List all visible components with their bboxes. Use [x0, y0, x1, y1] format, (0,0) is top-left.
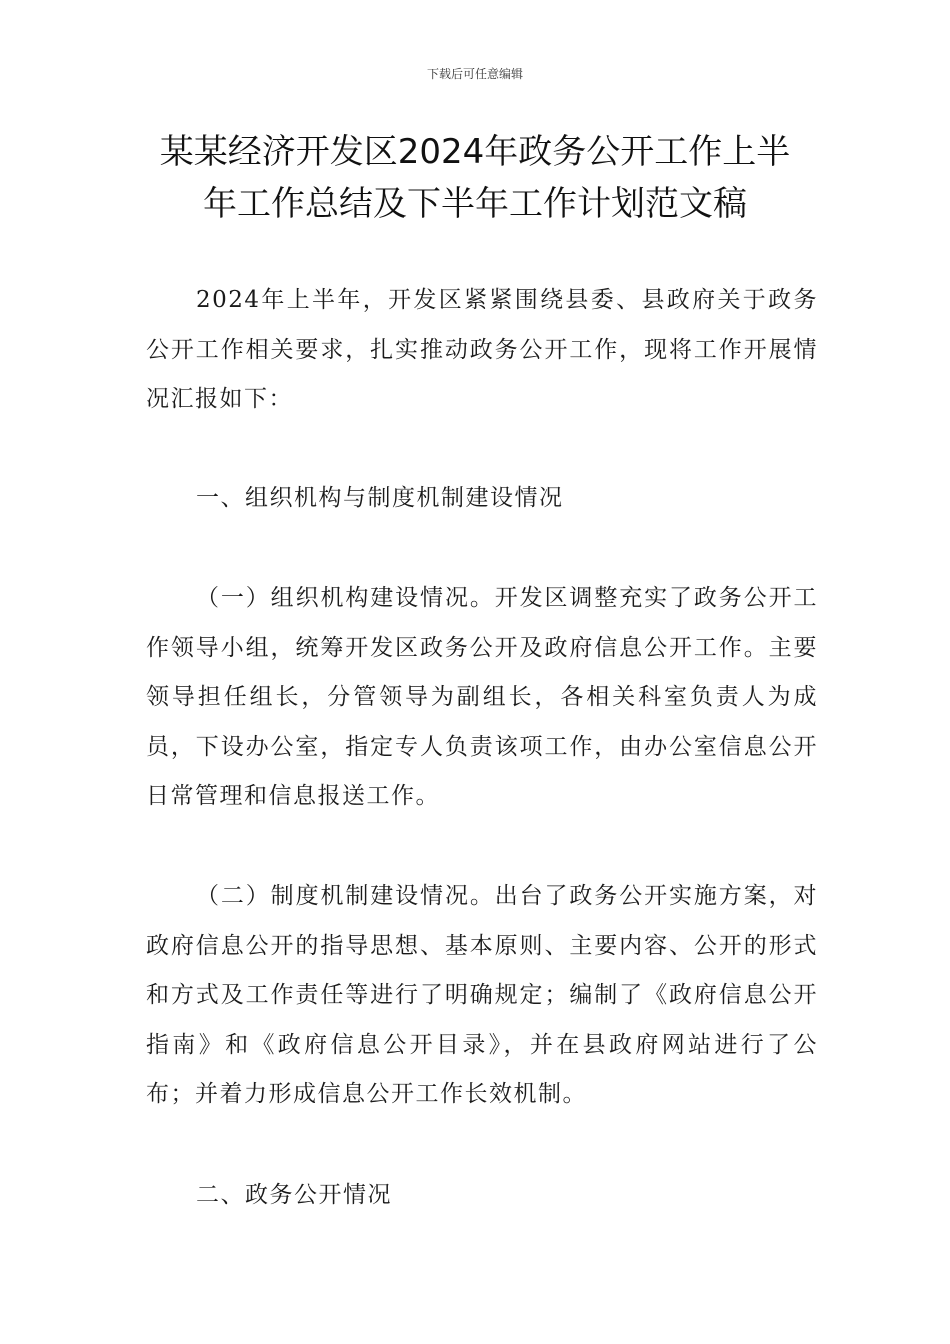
document-title	[100, 126, 850, 230]
document-title-line-1: 某某经济开发区2024年政务公开工作上半	[159, 132, 791, 172]
section-1-heading: 一、组织机构与制度机制建设情况	[196, 485, 564, 511]
section-2-heading: 二、政务公开情况	[196, 1182, 392, 1208]
document-title-line-2: 年工作总结及下半年工作计划范文稿	[203, 184, 747, 224]
page-header-note: 下载后可任意编辑	[426, 67, 523, 81]
section-1-subsection-1-paragraph: （一）组织机构建设情况。开发区调整充实了政务公开工作领导小组，统筹开发区政务公开及政府信息公开工作。主要领导担任组长，分管领导为副组长，各相关科室负责人为成员，下设办公室，指定专人负责该项工作，由办公室信息公开日常管理和信息报送工作。	[146, 585, 818, 809]
section-1-subsection-2-paragraph: （二）制度机制建设情况。出台了政务公开实施方案，对政府信息公开的指导思想、基本原则、主要内容、公开的形式和方式及工作责任等进行了明确规定；编制了《政府信息公开指南》和《政府信息公开目录》，并在县政府网站进行了公布；并着力形成信息公开工作长效机制。	[146, 883, 818, 1107]
intro-paragraph: 2024年上半年，开发区紧紧围绕县委、县政府关于政务公开工作相关要求，扎实推动政务公开工作，现将工作开展情况汇报如下：	[146, 287, 818, 412]
